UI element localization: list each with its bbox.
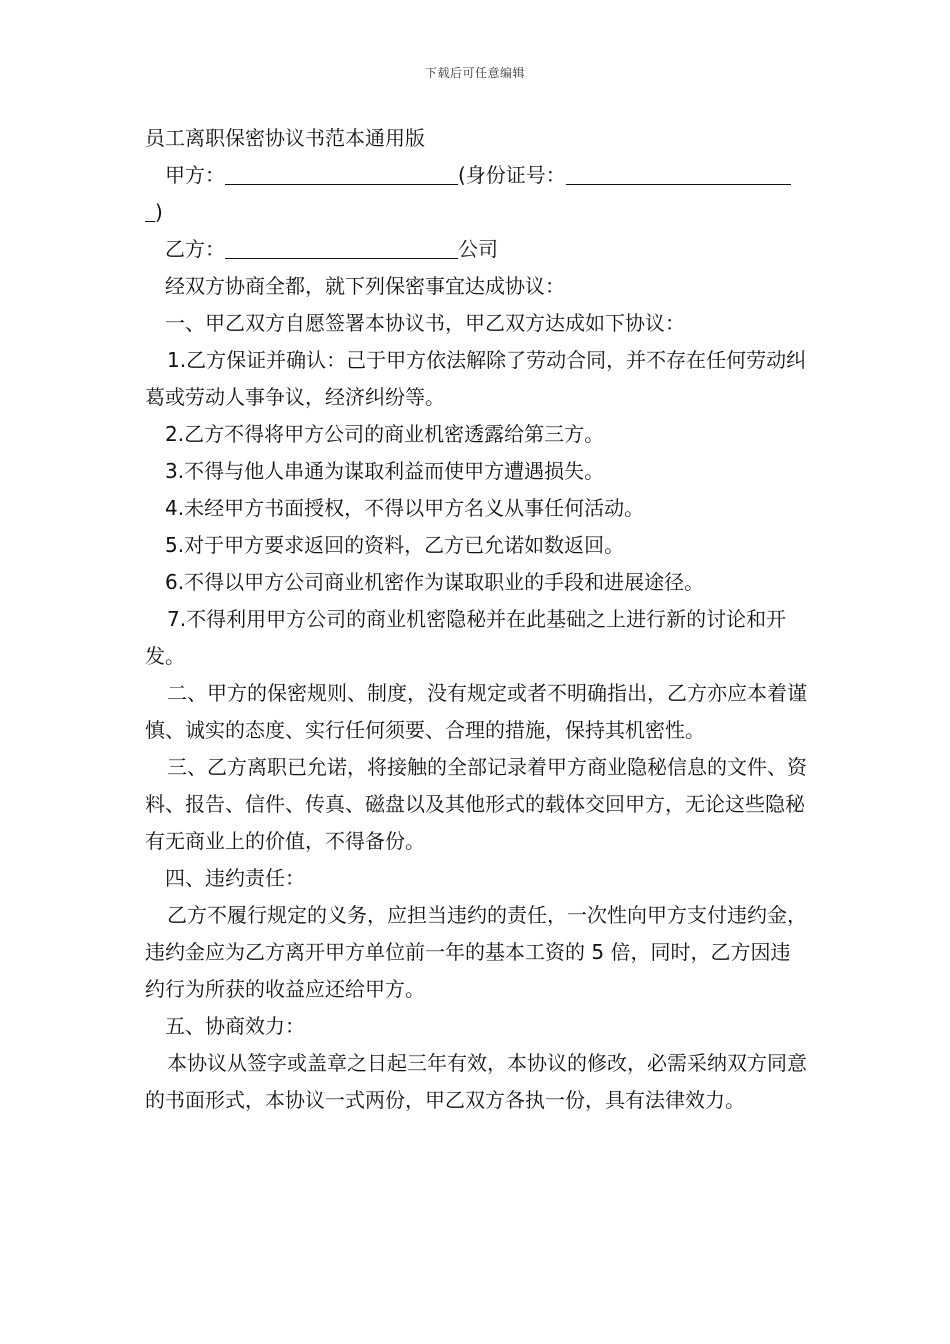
section-1-item: 6.不得以甲方公司商业机密作为谋取职业的手段和进展途径。: [165, 570, 705, 594]
section-5-paragraph: 本协议从签字或盖章之日起三年有效，本协议的修改，必需采纳双方同意的书面形式，本协议一式两份，甲乙双方各执一份，具有法律效力。: [145, 1051, 807, 1112]
section-1-item: 3.不得与他人串通为谋取利益而使甲方遭遇损失。: [165, 459, 605, 483]
party-a-id-blank: [566, 162, 791, 185]
party-a-line: [145, 157, 807, 194]
section-5-heading: 五、协商效力：: [165, 1014, 305, 1038]
party-a-name-blank: [225, 162, 458, 185]
party-a-id-blank-cont: [145, 199, 155, 222]
document-body: [145, 120, 807, 1119]
section-2-paragraph: 二、甲方的保密规则、制度，没有规定或者不明确指出，乙方亦应本着谨慎、诚实的态度、实行任何须要、合理的措施，保持其机密性。: [145, 681, 807, 742]
party-b-line: [145, 231, 807, 268]
party-b-label: 乙方：: [165, 237, 225, 261]
section-4-heading: 四、违约责任：: [165, 866, 305, 890]
section-1-heading: 一、甲乙双方自愿签署本协议书，甲乙双方达成如下协议：: [165, 311, 685, 335]
party-a-id-label: (身份证号：: [458, 163, 566, 187]
party-b-name-blank: [225, 236, 458, 259]
section-4-paragraph: 乙方不履行规定的义务，应担当违约的责任，一次性向甲方支付违约金，违约金应为乙方离开甲方单位前一年的基本工资的 5 倍，同时，乙方因违约行为所获的收益应还给甲方。: [145, 903, 807, 1001]
section-1-item: 5.对于甲方要求返回的资料，乙方已允诺如数返回。: [165, 533, 625, 557]
header-note: 下载后可任意编辑: [424, 66, 525, 80]
section-1-item: 7.不得利用甲方公司的商业机密隐秘并在此基础之上进行新的讨论和开发。: [145, 607, 787, 668]
section-1-item: 2.乙方不得将甲方公司的商业机密透露给第三方。: [165, 422, 605, 446]
party-a-line-cont: [145, 194, 807, 231]
section-1-item: 1.乙方保证并确认：己于甲方依法解除了劳动合同，并不存在任何劳动纠葛或劳动人事争议，经济纠纷等。: [145, 348, 807, 409]
intro-paragraph: 经双方协商全都，就下列保密事宜达成协议：: [165, 274, 565, 298]
section-3-paragraph: 三、乙方离职已允诺，将接触的全部记录着甲方商业隐秘信息的文件、资料、报告、信件、传真、磁盘以及其他形式的载体交回甲方，无论这些隐秘有无商业上的价值，不得备份。: [145, 755, 807, 853]
document-title: 员工离职保密协议书范本通用版: [145, 126, 425, 150]
party-a-label: 甲方：: [165, 163, 225, 187]
party-a-close: ): [155, 200, 163, 224]
party-b-suffix: 公司: [458, 237, 498, 261]
section-1-item: 4.未经甲方书面授权，不得以甲方名义从事任何活动。: [165, 496, 645, 520]
